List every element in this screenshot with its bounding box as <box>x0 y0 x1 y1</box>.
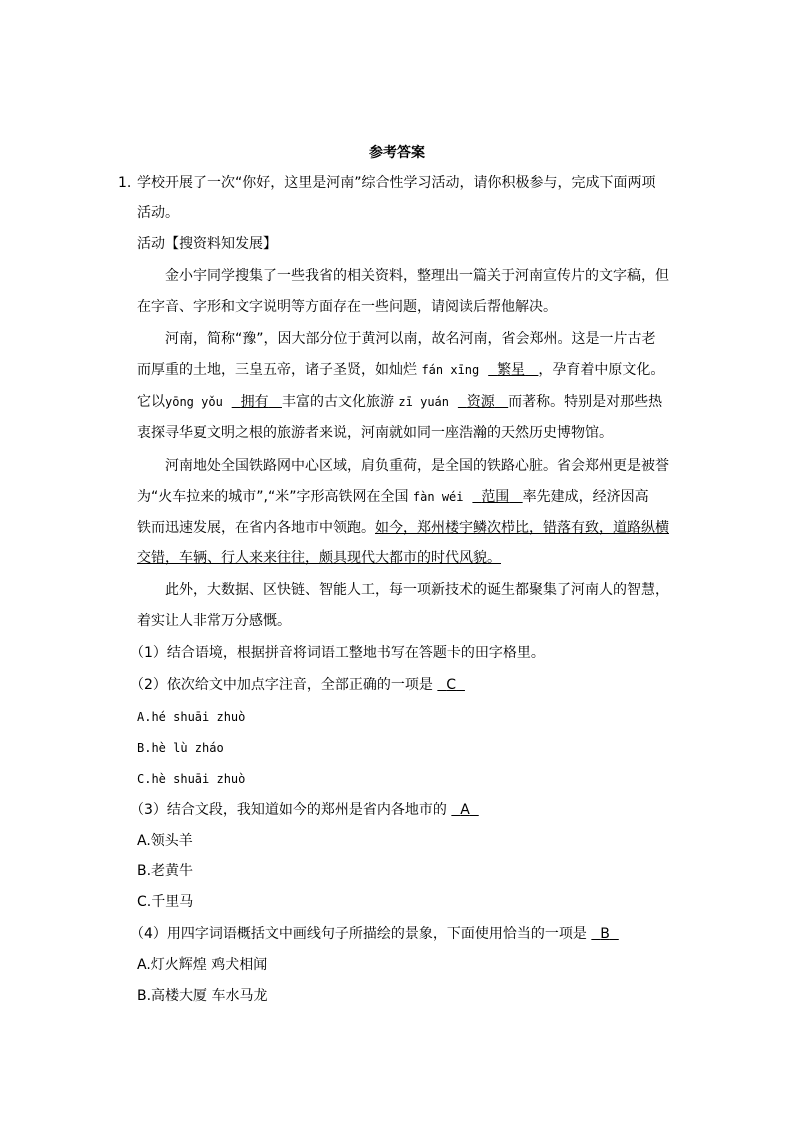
sub-question-3 <box>130 801 479 819</box>
passage-text: 率先建成，经济因高 <box>522 489 649 505</box>
answer-text: B <box>600 926 610 942</box>
passage-text: 而厚重的土地，三皇五帝，诸子圣贤，如灿烂 <box>137 362 417 378</box>
passage-text: 着实让人非常万分感慨。 <box>137 613 291 629</box>
answer-text: C <box>446 677 457 693</box>
option-c: C.hè shuāi zhuò <box>137 772 246 786</box>
answer-blank <box>488 361 538 379</box>
passage-text <box>137 519 669 537</box>
question-text: （2）依次给文中加点字注音，全部正确的一项是 <box>130 677 433 693</box>
answer-text: A <box>460 802 470 818</box>
answer-blank <box>451 801 478 819</box>
passage-text: 为“火车拉来的城市”,“米”字形高铁网在全国 <box>137 489 409 505</box>
answer-blank <box>232 393 282 411</box>
answer-text: 拥有 <box>240 394 269 410</box>
passage-text: 河南，简称“豫”，因大部分位于黄河以南，故名河南，省会郑州。这是一片古老 <box>165 331 656 347</box>
option-b: B.老黄牛 <box>137 863 194 879</box>
page-title: 参考答案 <box>369 145 425 161</box>
sub-question-1: （1）结合语境，根据拼音将词语工整地书写在答题卡的田字格里。 <box>130 645 545 661</box>
answer-blank <box>591 925 618 943</box>
activity-heading: 活动【搜资料知发展】 <box>137 236 277 252</box>
question-text: （4）用四字词语概括文中画线句子所描绘的景象，下面使用恰当的一项是 <box>130 926 587 942</box>
question-stem: 学校开展了一次“你好，这里是河南”综合性学习活动，请你积极参与，完成下面两项 <box>137 175 656 191</box>
passage-text: ，孕育着中原文化。 <box>538 362 665 378</box>
answer-text: 范围 <box>481 489 510 505</box>
pinyin: yōng yǒu <box>165 395 223 409</box>
question-text: （3）结合文段，我知道如今的郑州是省内各地市的 <box>130 802 447 818</box>
sub-question-4 <box>130 925 619 943</box>
answer-blank <box>472 488 522 506</box>
option-b: B.高楼大厦 车水马龙 <box>137 988 268 1004</box>
question-stem: 活动。 <box>137 205 179 221</box>
sub-question-2 <box>130 676 465 694</box>
underlined-sentence: 交错，车辆、行人来来往往，颇具现代大都市的时代风貌。 <box>137 550 501 566</box>
passage-text: 衷探寻华夏文明之根的旅游者来说，河南就如同一座浩瀚的天然历史博物馆。 <box>137 425 613 441</box>
passage-text <box>137 361 664 379</box>
answer-text: 繁星 <box>497 362 526 378</box>
passage-text: 河南地处全国铁路网中心区域，肩负重荷，是全国的铁路心脏。省会郑州更是被誉 <box>165 458 669 474</box>
answer-text: 资源 <box>466 394 495 410</box>
answer-blank <box>458 393 508 411</box>
option-a: A.领头羊 <box>137 833 193 849</box>
passage-text: 铁而迅速发展，在省内各地市中领跑。 <box>137 520 375 536</box>
underlined-sentence: 如今，郑州楼宇鳞次栉比，错落有致， <box>375 520 613 536</box>
answer-blank <box>437 676 465 694</box>
pinyin: zī yuán <box>398 395 449 409</box>
intro-text: 金小宇同学搜集了一些我省的相关资料，整理出一篇关于河南宣传片的文字稿，但 <box>165 268 669 284</box>
passage-text: 而著称。特别是对那些热 <box>508 394 663 410</box>
passage-text <box>137 488 649 506</box>
passage-text <box>137 393 662 411</box>
option-c: C.千里马 <box>137 894 194 910</box>
underlined-sentence: 道路纵横 <box>613 520 669 536</box>
question-number: 1. <box>118 175 132 191</box>
passage-text: 它以 <box>137 394 165 410</box>
intro-text: 在字音、字形和文字说明等方面存在一些问题，请阅读后帮他解决。 <box>137 299 557 315</box>
pinyin: fán xīng <box>421 363 480 377</box>
passage-text: 丰富的古文化旅游 <box>281 394 394 410</box>
pinyin: fàn wéi <box>412 490 464 504</box>
option-a: A.hé shuāi zhuò <box>137 710 246 724</box>
option-b: B.hè lù zháo <box>137 741 224 755</box>
option-a: A.灯火辉煌 鸡犬相闻 <box>137 957 268 973</box>
passage-text: 此外，大数据、区快链、智能人工，每一项新技术的诞生都聚集了河南人的智慧， <box>165 582 669 598</box>
